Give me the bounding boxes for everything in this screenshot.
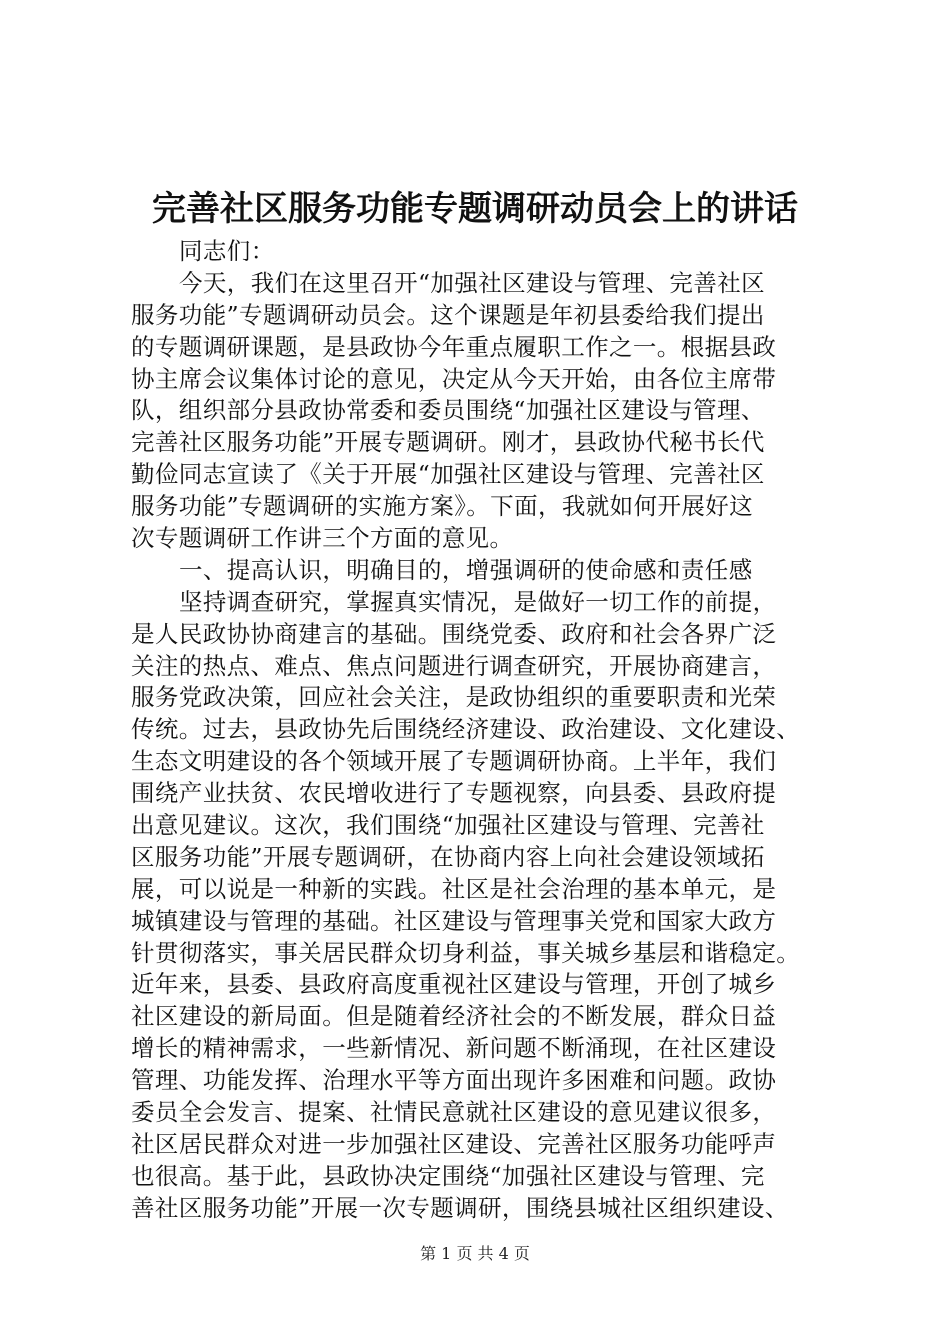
salutation-line: 同志们：	[179, 237, 275, 265]
paragraph-line: 的专题调研课题，是县政协今年重点履职工作之一。根据县政	[131, 332, 777, 361]
paragraph-line: 坚持调查研究，掌握真实情况，是做好一切工作的前提，	[179, 587, 777, 616]
paragraph-line: 出意见建议。这次，我们围绕“加强社区建设与管理、完善社	[131, 811, 765, 840]
paragraph-line: 队，组织部分县政协常委和委员围绕“加强社区建设与管理、	[131, 396, 765, 425]
paragraph-line: 勤俭同志宣读了《关于开展“加强社区建设与管理、完善社区	[131, 460, 765, 489]
paragraph-line: 针贯彻落实，事关居民群众切身利益，事关城乡基层和谐稳定。	[131, 938, 801, 967]
paragraph-line: 也很高。基于此，县政协决定围绕“加强社区建设与管理、完	[131, 1161, 765, 1190]
paragraph-line: 服务党政决策，回应社会关注，是政协组织的重要职责和光荣	[131, 683, 777, 712]
paragraph-line: 委员全会发言、提案、社情民意就社区建设的意见建议很多，	[131, 1098, 777, 1127]
paragraph-line: 社区居民群众对进一步加强社区建设、完善社区服务功能呼声	[131, 1129, 777, 1158]
paragraph-line: 协主席会议集体讨论的意见，决定从今天开始，由各位主席带	[131, 364, 777, 393]
paragraph-line: 社区建设的新局面。但是随着经济社会的不断发展，群众日益	[131, 1002, 777, 1031]
paragraph-line: 服务功能”专题调研动员会。这个课题是年初县委给我们提出	[131, 300, 765, 329]
paragraph-line: 传统。过去，县政协先后围绕经济建设、政治建设、文化建设、	[131, 715, 801, 744]
paragraph-line: 生态文明建设的各个领域开展了专题调研协商。上半年，我们	[131, 747, 777, 776]
paragraph-line: 是人民政协协商建言的基础。围绕党委、政府和社会各界广泛	[131, 619, 777, 648]
document-body	[131, 236, 851, 1225]
paragraph-line: 服务功能”专题调研的实施方案》。下面，我就如何开展好这	[131, 492, 754, 521]
paragraph-line: 管理、功能发挥、治理水平等方面出现许多困难和问题。政协	[131, 1066, 777, 1095]
paragraph-line: 近年来，县委、县政府高度重视社区建设与管理，开创了城乡	[131, 970, 777, 999]
paragraph-line: 关注的热点、难点、焦点问题进行调查研究，开展协商建言，	[131, 651, 777, 680]
page-number-footer: 第 1 页 共 4 页	[420, 1244, 530, 1263]
paragraph-line: 今天，我们在这里召开“加强社区建设与管理、完善社区	[179, 268, 766, 297]
document-title: 完善社区服务功能专题调研动员会上的讲话	[152, 189, 798, 229]
paragraph-line: 区服务功能”开展专题调研，在协商内容上向社会建设领域拓	[131, 842, 765, 871]
paragraph-line: 完善社区服务功能”开展专题调研。刚才，县政协代秘书长代	[131, 428, 765, 457]
paragraph-line: 展，可以说是一种新的实践。社区是社会治理的基本单元，是	[131, 874, 777, 903]
paragraph-line: 增长的精神需求，一些新情况、新问题不断涌现，在社区建设	[131, 1034, 777, 1063]
paragraph-line: 围绕产业扶贫、农民增收进行了专题视察，向县委、县政府提	[131, 779, 777, 808]
paragraph-line: 次专题调研工作讲三个方面的意见。	[131, 524, 514, 553]
paragraph-line: 城镇建设与管理的基础。社区建设与管理事关党和国家大政方	[131, 906, 777, 935]
section-heading: 一、提高认识，明确目的，增强调研的使命感和责任感	[179, 555, 753, 584]
paragraph-line: 善社区服务功能”开展一次专题调研，围绕县城社区组织建设、	[131, 1193, 789, 1222]
